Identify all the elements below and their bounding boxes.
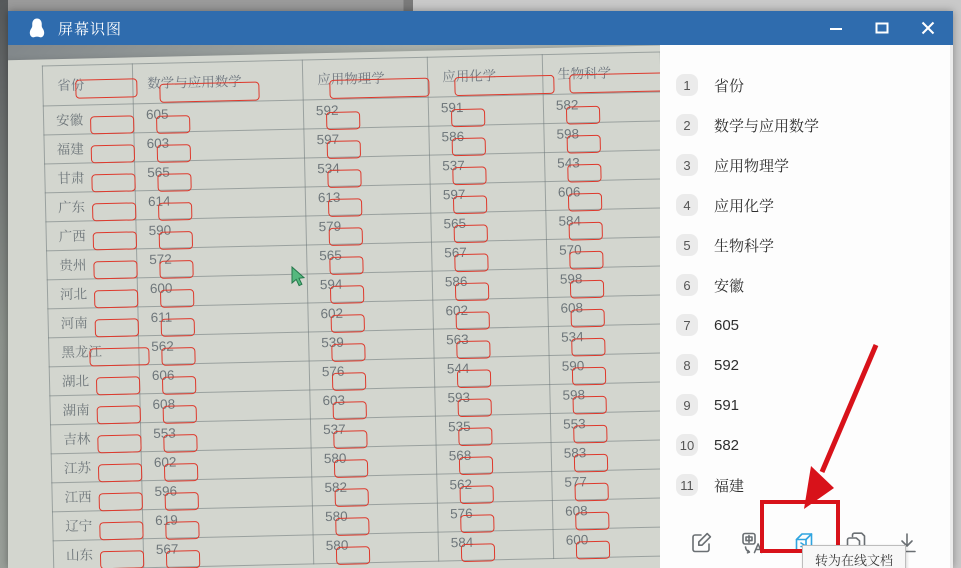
score-cell: 539	[308, 329, 434, 361]
result-index-badge: 6	[676, 274, 698, 296]
result-index-badge: 8	[676, 354, 698, 376]
province-cell: 甘肃	[45, 162, 136, 193]
score-cell: 614	[135, 187, 306, 220]
province-cell: 江西	[52, 481, 143, 512]
score-cell: 577	[552, 469, 660, 501]
result-text: 应用化学	[714, 197, 775, 215]
score-cell: 594	[307, 271, 433, 303]
ocr-box	[91, 144, 135, 163]
score-cell: 591	[428, 95, 544, 127]
result-text: 数学与应用数学	[714, 117, 820, 135]
score-cell: 596	[142, 477, 313, 510]
score-cell: 583	[551, 440, 660, 472]
score-cell: 606	[545, 179, 660, 211]
table-header-cell: 应用化学	[427, 55, 543, 98]
score-cell: 543	[544, 150, 660, 182]
province-cell: 吉林	[51, 423, 142, 454]
result-index-badge: 1	[676, 74, 698, 96]
photographed-paper	[8, 45, 660, 568]
score-cell: 602	[433, 298, 549, 330]
score-cell: 534	[305, 155, 431, 187]
score-cell: 565	[431, 211, 547, 243]
result-text: 生物科学	[714, 237, 775, 255]
ocr-result-item[interactable]	[676, 385, 950, 425]
ocr-result-item[interactable]	[676, 185, 950, 225]
maximize-button[interactable]	[867, 15, 897, 41]
score-cell: 586	[432, 269, 548, 301]
score-cell: 593	[435, 385, 551, 417]
photographed-score-table	[42, 51, 660, 568]
score-cell: 606	[139, 361, 310, 394]
ocr-box	[91, 173, 135, 192]
score-cell: 534	[548, 324, 660, 356]
ocr-box	[94, 289, 138, 308]
score-cell: 590	[136, 216, 307, 249]
result-text: 605	[714, 316, 740, 334]
score-cell: 565	[306, 242, 432, 274]
score-cell: 580	[313, 532, 439, 564]
ocr-box	[99, 521, 143, 540]
result-index-badge: 9	[676, 394, 698, 416]
ocr-result-item[interactable]	[676, 65, 950, 105]
edit-icon[interactable]	[684, 526, 718, 560]
score-cell: 553	[140, 419, 311, 452]
score-cell: 608	[552, 498, 660, 530]
result-text: 省份	[714, 77, 745, 95]
desktop-background-top	[0, 0, 961, 11]
screen-recognition-window	[8, 11, 953, 568]
result-index-badge: 3	[676, 154, 698, 176]
ocr-results-pane	[660, 45, 953, 568]
table-header-cell: 数学与应用数学	[132, 60, 303, 104]
ocr-box	[98, 463, 142, 482]
score-cell: 619	[142, 506, 313, 539]
province-cell: 广西	[46, 220, 137, 251]
ocr-result-item[interactable]	[676, 225, 950, 265]
result-text: 安徽	[714, 277, 745, 295]
score-cell: 579	[306, 213, 432, 245]
table-header-cell: 省份	[42, 64, 133, 106]
window-title: 屏幕识图	[58, 20, 123, 38]
result-index-badge: 7	[676, 314, 698, 336]
score-cell: 584	[438, 529, 554, 561]
score-cell: 576	[437, 500, 553, 532]
result-index-badge: 4	[676, 194, 698, 216]
result-index-badge: 2	[676, 114, 698, 136]
result-text: 应用物理学	[714, 157, 790, 175]
ocr-result-item[interactable]	[676, 465, 950, 505]
result-index-badge: 11	[676, 474, 698, 496]
ocr-box	[95, 318, 139, 337]
province-cell: 安徽	[43, 104, 134, 135]
score-cell: 611	[138, 303, 309, 336]
window-controls	[821, 15, 943, 41]
score-cell: 586	[429, 124, 545, 156]
province-cell: 山东	[53, 539, 144, 568]
ocr-box	[92, 202, 136, 221]
score-cell: 597	[430, 182, 546, 214]
score-cell: 572	[137, 245, 308, 278]
province-cell: 江苏	[51, 452, 142, 483]
result-text: 591	[714, 396, 740, 414]
ocr-result-item[interactable]	[676, 105, 950, 145]
province-cell: 河北	[47, 278, 138, 309]
ocr-box	[93, 260, 137, 279]
province-cell: 贵州	[47, 249, 138, 280]
score-cell: 580	[311, 445, 437, 477]
score-cell: 567	[431, 240, 547, 272]
mouse-cursor	[291, 266, 307, 288]
ocr-box	[100, 550, 144, 568]
score-cell: 567	[143, 535, 314, 568]
score-cell: 580	[312, 503, 438, 535]
ocr-box	[97, 434, 141, 453]
ocr-result-item[interactable]	[676, 145, 950, 185]
score-cell: 544	[434, 356, 550, 388]
score-cell: 598	[547, 266, 660, 298]
ocr-box	[93, 231, 137, 250]
score-cell: 613	[305, 184, 431, 216]
score-cell: 608	[548, 295, 660, 327]
ocr-box	[97, 405, 141, 424]
ocr-result-item[interactable]	[676, 425, 950, 465]
result-text: 582	[714, 436, 740, 454]
ocr-box	[96, 376, 140, 395]
captured-image-pane	[8, 45, 660, 568]
titlebar[interactable]	[8, 11, 953, 45]
score-cell: 603	[310, 387, 436, 419]
score-cell: 570	[546, 237, 660, 269]
score-cell: 582	[312, 474, 438, 506]
province-cell: 湖北	[49, 365, 140, 396]
result-text: 福建	[714, 477, 745, 495]
score-cell: 584	[546, 208, 660, 240]
score-cell: 600	[553, 527, 660, 559]
score-cell: 576	[309, 358, 435, 390]
score-cell: 565	[135, 158, 306, 191]
province-cell: 河南	[48, 307, 139, 338]
province-cell: 黑龙江	[49, 336, 140, 367]
score-cell: 568	[436, 443, 552, 475]
ocr-result-item[interactable]	[676, 265, 950, 305]
translate-icon[interactable]	[736, 526, 770, 560]
table-header-cell: 生物科学	[542, 52, 660, 95]
online-doc-tooltip: 转为在线文档	[802, 545, 906, 568]
score-cell: 590	[549, 353, 660, 385]
qq-penguin-icon	[26, 17, 48, 39]
close-button[interactable]	[913, 15, 943, 41]
ocr-box	[99, 492, 143, 511]
result-index-badge: 10	[676, 434, 698, 456]
score-cell: 592	[303, 97, 429, 129]
score-cell: 603	[134, 129, 305, 162]
province-cell: 福建	[44, 133, 135, 164]
score-cell: 597	[304, 126, 430, 158]
score-cell: 582	[543, 92, 660, 124]
ocr-result-item[interactable]	[676, 305, 950, 345]
score-cell: 605	[133, 100, 304, 133]
score-cell: 563	[433, 327, 549, 359]
ocr-box	[75, 78, 137, 98]
desktop-background-left	[0, 0, 8, 568]
province-cell: 湖南	[50, 394, 141, 425]
score-cell: 562	[437, 472, 553, 504]
score-cell: 553	[550, 411, 660, 443]
ocr-result-item[interactable]	[676, 345, 950, 385]
minimize-button[interactable]	[821, 15, 851, 41]
ocr-box	[90, 115, 134, 134]
score-cell: 537	[429, 153, 545, 185]
score-cell: 602	[141, 448, 312, 481]
score-cell: 598	[544, 121, 660, 153]
result-index-badge: 5	[676, 234, 698, 256]
score-cell: 602	[308, 300, 434, 332]
score-cell: 598	[550, 382, 660, 414]
province-cell: 广东	[45, 191, 136, 222]
table-header-cell: 应用物理学	[302, 57, 428, 100]
score-cell: 608	[140, 390, 311, 423]
score-cell: 562	[139, 332, 310, 365]
score-cell: 600	[137, 274, 308, 307]
score-cell: 535	[435, 414, 551, 446]
ocr-result-list	[660, 45, 950, 505]
score-cell: 537	[310, 416, 436, 448]
province-cell: 辽宁	[52, 510, 143, 541]
result-text: 592	[714, 356, 740, 374]
